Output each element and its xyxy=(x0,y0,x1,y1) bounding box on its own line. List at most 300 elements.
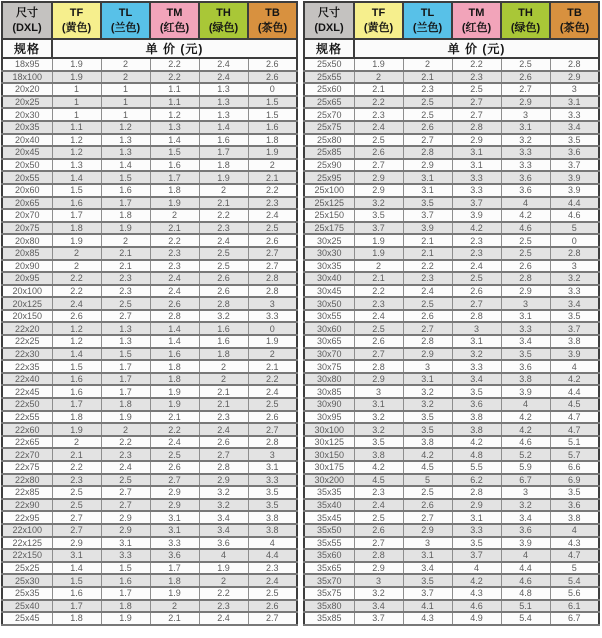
price-cell: 3.8 xyxy=(403,436,452,449)
price-cell: 3.3 xyxy=(452,524,501,537)
price-cell: 2.7 xyxy=(452,297,501,310)
price-cell: 2.4 xyxy=(199,423,248,436)
price-cell: 2 xyxy=(199,184,248,197)
size-cell: 22x45 xyxy=(2,385,52,398)
price-cell: 5.7 xyxy=(550,448,599,461)
column-color-label: (茶色) xyxy=(257,21,288,34)
price-cell: 3.7 xyxy=(550,159,599,172)
size-cell: 22x40 xyxy=(2,373,52,386)
price-cell: 2.8 xyxy=(403,335,452,348)
price-cell: 3.5 xyxy=(452,537,501,550)
price-cell: 4.1 xyxy=(403,600,452,613)
price-cell: 1.9 xyxy=(354,234,403,247)
price-cell: 2 xyxy=(150,209,199,222)
price-cell: 1.4 xyxy=(150,134,199,147)
price-cell: 1.8 xyxy=(199,159,248,172)
price-cell: 1 xyxy=(101,96,150,109)
size-cell: 22x125 xyxy=(2,537,52,550)
price-cell: 1.9 xyxy=(52,234,101,247)
price-cell: 3.3 xyxy=(501,146,550,159)
price-cell: 3.2 xyxy=(354,423,403,436)
price-cell: 2.4 xyxy=(248,209,297,222)
price-cell: 2 xyxy=(101,71,150,84)
size-cell: 30x90 xyxy=(304,398,354,411)
column-color-label: (兰色) xyxy=(110,21,141,34)
table-row xyxy=(2,436,297,449)
price-cell: 4.7 xyxy=(550,549,599,562)
size-cell: 18x95 xyxy=(2,58,52,71)
size-cell: 20x20 xyxy=(2,83,52,96)
price-cell: 3.4 xyxy=(550,121,599,134)
price-cell: 4.4 xyxy=(248,549,297,562)
table-row xyxy=(304,411,599,424)
price-cell: 4.5 xyxy=(550,398,599,411)
price-cell: 1.8 xyxy=(101,209,150,222)
price-cell: 2.3 xyxy=(199,411,248,424)
price-table-right xyxy=(303,1,600,626)
price-cell: 4.9 xyxy=(452,612,501,625)
price-cell: 2.5 xyxy=(452,272,501,285)
price-cell: 2.1 xyxy=(101,260,150,273)
price-cell: 2.3 xyxy=(354,486,403,499)
column-color-label: (黄色) xyxy=(61,21,92,34)
size-cell: 25x80 xyxy=(304,134,354,147)
table-row xyxy=(2,474,297,487)
price-cell: 3.8 xyxy=(501,373,550,386)
price-cell: 1.9 xyxy=(52,423,101,436)
price-cell: 4 xyxy=(550,524,599,537)
price-cell: 2.3 xyxy=(52,474,101,487)
price-cell: 2.3 xyxy=(354,108,403,121)
size-cell: 25x60 xyxy=(304,83,354,96)
price-cell: 3.2 xyxy=(354,411,403,424)
price-cell: 2.7 xyxy=(501,83,550,96)
price-cell: 3.2 xyxy=(452,348,501,361)
size-cell: 22x95 xyxy=(2,511,52,524)
size-cell: 25x70 xyxy=(304,108,354,121)
size-cell: 35x85 xyxy=(304,612,354,625)
size-cell: 30x65 xyxy=(304,335,354,348)
price-cell: 0 xyxy=(550,234,599,247)
price-cell: 5.4 xyxy=(501,612,550,625)
table-row xyxy=(2,121,297,134)
size-cell: 25x100 xyxy=(304,184,354,197)
price-cell: 6.9 xyxy=(550,474,599,487)
price-cell: 3.1 xyxy=(501,121,550,134)
price-cell: 2.4 xyxy=(199,612,248,625)
price-cell: 6.2 xyxy=(452,474,501,487)
table-row xyxy=(304,348,599,361)
price-cell: 3 xyxy=(403,537,452,550)
price-cell: 2.9 xyxy=(101,524,150,537)
table-row xyxy=(2,184,297,197)
table-row xyxy=(2,171,297,184)
size-sublabel: (DXL) xyxy=(12,21,42,34)
price-cell: 2.2 xyxy=(248,373,297,386)
price-cell: 3.6 xyxy=(501,524,550,537)
table-row xyxy=(304,537,599,550)
table-row xyxy=(304,373,599,386)
price-cell: 2.7 xyxy=(248,260,297,273)
column-code: TB xyxy=(265,7,280,20)
price-cell: 1.5 xyxy=(52,360,101,373)
price-cell: 2.3 xyxy=(101,285,150,298)
price-cell: 1.9 xyxy=(150,398,199,411)
price-cell: 2.8 xyxy=(452,310,501,323)
size-cell: 30x100 xyxy=(304,423,354,436)
price-cell: 2.9 xyxy=(403,159,452,172)
price-cell: 0 xyxy=(248,322,297,335)
price-cell: 2.1 xyxy=(354,83,403,96)
price-cell: 2.6 xyxy=(501,71,550,84)
price-cell: 2.9 xyxy=(354,184,403,197)
price-cell: 4.4 xyxy=(550,197,599,210)
price-cell: 3 xyxy=(452,322,501,335)
price-cell: 2.4 xyxy=(199,71,248,84)
unit-price-header: 单 价 (元) xyxy=(354,39,599,58)
table-row xyxy=(2,83,297,96)
size-cell: 20x35 xyxy=(2,121,52,134)
size-cell: 20x95 xyxy=(2,272,52,285)
price-cell: 2.6 xyxy=(248,600,297,613)
table-row xyxy=(304,574,599,587)
price-cell: 2.4 xyxy=(354,310,403,323)
price-cell: 3.8 xyxy=(550,511,599,524)
price-cell: 3.9 xyxy=(550,184,599,197)
price-cell: 2.5 xyxy=(354,322,403,335)
price-cell: 4 xyxy=(550,360,599,373)
size-cell: 20x45 xyxy=(2,146,52,159)
price-cell: 3.5 xyxy=(403,574,452,587)
price-cell: 3.5 xyxy=(452,385,501,398)
price-cell: 2.7 xyxy=(452,96,501,109)
price-cell: 3.1 xyxy=(150,524,199,537)
price-cell: 3 xyxy=(248,448,297,461)
price-cell: 2.4 xyxy=(199,234,248,247)
price-cell: 2.1 xyxy=(150,222,199,235)
table-row xyxy=(304,83,599,96)
price-cell: 2.7 xyxy=(354,159,403,172)
column-code: TM xyxy=(166,7,183,20)
price-cell: 2.3 xyxy=(199,600,248,613)
table-row xyxy=(304,171,599,184)
table-row xyxy=(304,461,599,474)
size-cell: 25x95 xyxy=(304,171,354,184)
column-code: TF xyxy=(371,7,386,20)
table-row xyxy=(304,549,599,562)
price-cell: 4 xyxy=(501,549,550,562)
table-row xyxy=(304,423,599,436)
price-cell: 1.4 xyxy=(101,159,150,172)
size-cell: 20x70 xyxy=(2,209,52,222)
size-cell: 25x125 xyxy=(304,197,354,210)
price-cell: 2.6 xyxy=(452,285,501,298)
price-cell: 2.2 xyxy=(150,71,199,84)
price-cell: 1.3 xyxy=(101,322,150,335)
price-cell: 2 xyxy=(52,247,101,260)
column-header-tb xyxy=(550,2,599,39)
price-cell: 1.3 xyxy=(199,96,248,109)
size-cell: 25x90 xyxy=(304,159,354,172)
price-cell: 2.7 xyxy=(403,322,452,335)
price-cell: 3.4 xyxy=(199,511,248,524)
price-cell: 2.5 xyxy=(501,247,550,260)
price-cell: 2.3 xyxy=(199,222,248,235)
price-cell: 4 xyxy=(248,537,297,550)
price-cell: 5.9 xyxy=(501,461,550,474)
size-cell: 22x20 xyxy=(2,322,52,335)
table-row xyxy=(2,272,297,285)
table-row xyxy=(2,398,297,411)
price-cell: 2.7 xyxy=(248,612,297,625)
size-cell: 20x75 xyxy=(2,222,52,235)
table-row xyxy=(2,448,297,461)
table-row xyxy=(2,524,297,537)
price-cell: 3.1 xyxy=(452,146,501,159)
price-cell: 1.9 xyxy=(199,171,248,184)
size-cell: 30x60 xyxy=(304,322,354,335)
table-row xyxy=(2,385,297,398)
price-cell: 1.2 xyxy=(52,146,101,159)
size-cell: 20x65 xyxy=(2,197,52,210)
price-cell: 3.5 xyxy=(403,197,452,210)
price-cell: 3.4 xyxy=(354,600,403,613)
size-cell: 30x200 xyxy=(304,474,354,487)
table-row xyxy=(2,96,297,109)
price-cell: 2.9 xyxy=(452,134,501,147)
table-row xyxy=(304,121,599,134)
price-cell: 1.1 xyxy=(52,121,101,134)
price-cell: 2.2 xyxy=(452,58,501,71)
price-cell: 2.1 xyxy=(150,612,199,625)
price-cell: 3.5 xyxy=(403,411,452,424)
price-cell: 1.8 xyxy=(248,134,297,147)
column-code: TH xyxy=(216,7,231,20)
price-cell: 2.2 xyxy=(52,285,101,298)
size-cell: 20x25 xyxy=(2,96,52,109)
price-cell: 2 xyxy=(199,373,248,386)
price-cell: 4.2 xyxy=(403,448,452,461)
price-cell: 4.6 xyxy=(501,574,550,587)
price-cell: 4.2 xyxy=(550,373,599,386)
size-cell: 35x80 xyxy=(304,600,354,613)
price-cell: 2.6 xyxy=(150,461,199,474)
price-cell: 1.8 xyxy=(150,360,199,373)
size-cell: 22x55 xyxy=(2,411,52,424)
price-cell: 3.5 xyxy=(248,499,297,512)
column-header-tf xyxy=(354,2,403,39)
table-row xyxy=(2,310,297,323)
price-cell: 3.9 xyxy=(501,537,550,550)
price-cell: 2 xyxy=(101,423,150,436)
price-cell: 4.8 xyxy=(452,448,501,461)
price-cell: 2.3 xyxy=(150,260,199,273)
price-cell: 1.5 xyxy=(101,348,150,361)
price-cell: 2.6 xyxy=(199,436,248,449)
column-code: TL xyxy=(118,7,133,20)
price-cell: 2.7 xyxy=(248,247,297,260)
price-cell: 2 xyxy=(248,159,297,172)
table-row xyxy=(304,260,599,273)
price-cell: 4.6 xyxy=(452,600,501,613)
price-cell: 2.5 xyxy=(354,511,403,524)
price-cell: 2.5 xyxy=(52,499,101,512)
price-cell: 2.9 xyxy=(403,524,452,537)
price-cell: 1.6 xyxy=(52,373,101,386)
price-cell: 2.6 xyxy=(403,310,452,323)
price-cell: 1.3 xyxy=(150,121,199,134)
size-cell: 30x95 xyxy=(304,411,354,424)
size-cell: 25x175 xyxy=(304,222,354,235)
size-cell: 22x25 xyxy=(2,335,52,348)
price-cell: 4.3 xyxy=(403,612,452,625)
column-code: TF xyxy=(69,7,84,20)
table-row xyxy=(304,272,599,285)
size-cell: 22x85 xyxy=(2,486,52,499)
price-cell: 2.5 xyxy=(403,486,452,499)
price-cell: 3 xyxy=(550,83,599,96)
price-cell: 2.8 xyxy=(150,310,199,323)
size-cell: 35x35 xyxy=(304,486,354,499)
price-cell: 2.5 xyxy=(101,474,150,487)
price-cell: 2.6 xyxy=(403,121,452,134)
spec-header: 规格 xyxy=(2,39,52,58)
table-row xyxy=(304,234,599,247)
price-cell: 2.7 xyxy=(403,134,452,147)
price-cell: 2.6 xyxy=(248,58,297,71)
price-cell: 2.9 xyxy=(101,511,150,524)
price-cell: 1.8 xyxy=(52,222,101,235)
price-cell: 3.3 xyxy=(248,310,297,323)
price-cell: 2.4 xyxy=(150,272,199,285)
price-cell: 1.3 xyxy=(199,83,248,96)
price-cell: 3.5 xyxy=(354,209,403,222)
price-cell: 3.3 xyxy=(452,171,501,184)
price-cell: 1.7 xyxy=(150,562,199,575)
table-row xyxy=(2,486,297,499)
price-cell: 2.1 xyxy=(403,247,452,260)
price-cell: 1.9 xyxy=(248,335,297,348)
price-cell: 1.7 xyxy=(150,171,199,184)
price-cell: 2.9 xyxy=(501,96,550,109)
price-cell: 2.6 xyxy=(248,234,297,247)
price-cell: 2.5 xyxy=(403,96,452,109)
price-cell: 2.9 xyxy=(52,537,101,550)
price-cell: 1.1 xyxy=(150,83,199,96)
table-row xyxy=(304,448,599,461)
price-cell: 1 xyxy=(52,108,101,121)
price-cell: 1.2 xyxy=(52,322,101,335)
column-header-tm xyxy=(452,2,501,39)
size-cell: 35x60 xyxy=(304,549,354,562)
size-cell: 20x80 xyxy=(2,234,52,247)
price-cell: 2.1 xyxy=(52,448,101,461)
price-cell: 1.4 xyxy=(52,171,101,184)
price-cell: 2.2 xyxy=(199,587,248,600)
price-cell: 1.8 xyxy=(199,348,248,361)
table-row xyxy=(2,222,297,235)
price-cell: 2.8 xyxy=(248,285,297,298)
size-label: 尺寸 xyxy=(16,7,38,20)
price-cell: 1.5 xyxy=(52,184,101,197)
size-cell: 20x60 xyxy=(2,184,52,197)
size-cell: 35x45 xyxy=(304,511,354,524)
price-cell: 5.4 xyxy=(550,574,599,587)
price-cell: 2.7 xyxy=(101,310,150,323)
price-cell: 2.2 xyxy=(150,423,199,436)
size-cell: 30x150 xyxy=(304,448,354,461)
price-cell: 4.2 xyxy=(452,436,501,449)
price-cell: 1.9 xyxy=(150,385,199,398)
price-cell: 2.1 xyxy=(101,247,150,260)
column-code: TM xyxy=(468,7,485,20)
price-cell: 1.8 xyxy=(150,574,199,587)
price-cell: 2 xyxy=(248,348,297,361)
price-cell: 3.1 xyxy=(452,335,501,348)
price-cell: 3.3 xyxy=(101,549,150,562)
price-cell: 3.3 xyxy=(501,159,550,172)
price-cell: 3.9 xyxy=(501,385,550,398)
column-header-tm xyxy=(150,2,199,39)
price-cell: 1.4 xyxy=(199,121,248,134)
price-cell: 2.1 xyxy=(248,360,297,373)
table-row xyxy=(304,71,599,84)
unit-price-header: 单 价 (元) xyxy=(52,39,297,58)
size-cell: 30x40 xyxy=(304,272,354,285)
price-cell: 3.3 xyxy=(452,360,501,373)
table-row xyxy=(2,373,297,386)
price-cell: 2.5 xyxy=(403,297,452,310)
price-cell: 1.7 xyxy=(101,373,150,386)
price-cell: 3.1 xyxy=(452,159,501,172)
price-cell: 3.3 xyxy=(550,108,599,121)
size-cell: 22x150 xyxy=(2,549,52,562)
price-cell: 1.5 xyxy=(248,108,297,121)
price-cell: 2.3 xyxy=(101,448,150,461)
column-header-tb xyxy=(248,2,297,39)
price-cell: 1.6 xyxy=(52,197,101,210)
table-header xyxy=(304,2,599,58)
price-cell: 5.5 xyxy=(452,461,501,474)
price-cell: 2 xyxy=(354,71,403,84)
size-column-header xyxy=(304,2,354,39)
table-header xyxy=(2,2,297,58)
price-cell: 2.1 xyxy=(150,411,199,424)
price-cell: 1.8 xyxy=(150,184,199,197)
price-cell: 2.5 xyxy=(501,234,550,247)
price-cell: 1 xyxy=(101,83,150,96)
price-cell: 4 xyxy=(501,398,550,411)
price-cell: 2.6 xyxy=(501,260,550,273)
price-cell: 2.4 xyxy=(150,285,199,298)
size-cell: 20x50 xyxy=(2,159,52,172)
column-color-label: (茶色) xyxy=(559,21,590,34)
size-cell: 22x80 xyxy=(2,474,52,487)
price-cell: 2.8 xyxy=(550,58,599,71)
price-cell: 2.4 xyxy=(52,297,101,310)
price-cell: 2 xyxy=(354,260,403,273)
size-cell: 25x25 xyxy=(2,562,52,575)
price-cell: 2.5 xyxy=(248,222,297,235)
size-cell: 25x35 xyxy=(2,587,52,600)
price-cell: 2.1 xyxy=(199,385,248,398)
table-row xyxy=(2,159,297,172)
price-cell: 2.6 xyxy=(403,499,452,512)
price-cell: 1.2 xyxy=(101,121,150,134)
price-cell: 3.7 xyxy=(403,587,452,600)
price-cell: 2.2 xyxy=(52,272,101,285)
price-cell: 3.1 xyxy=(501,310,550,323)
